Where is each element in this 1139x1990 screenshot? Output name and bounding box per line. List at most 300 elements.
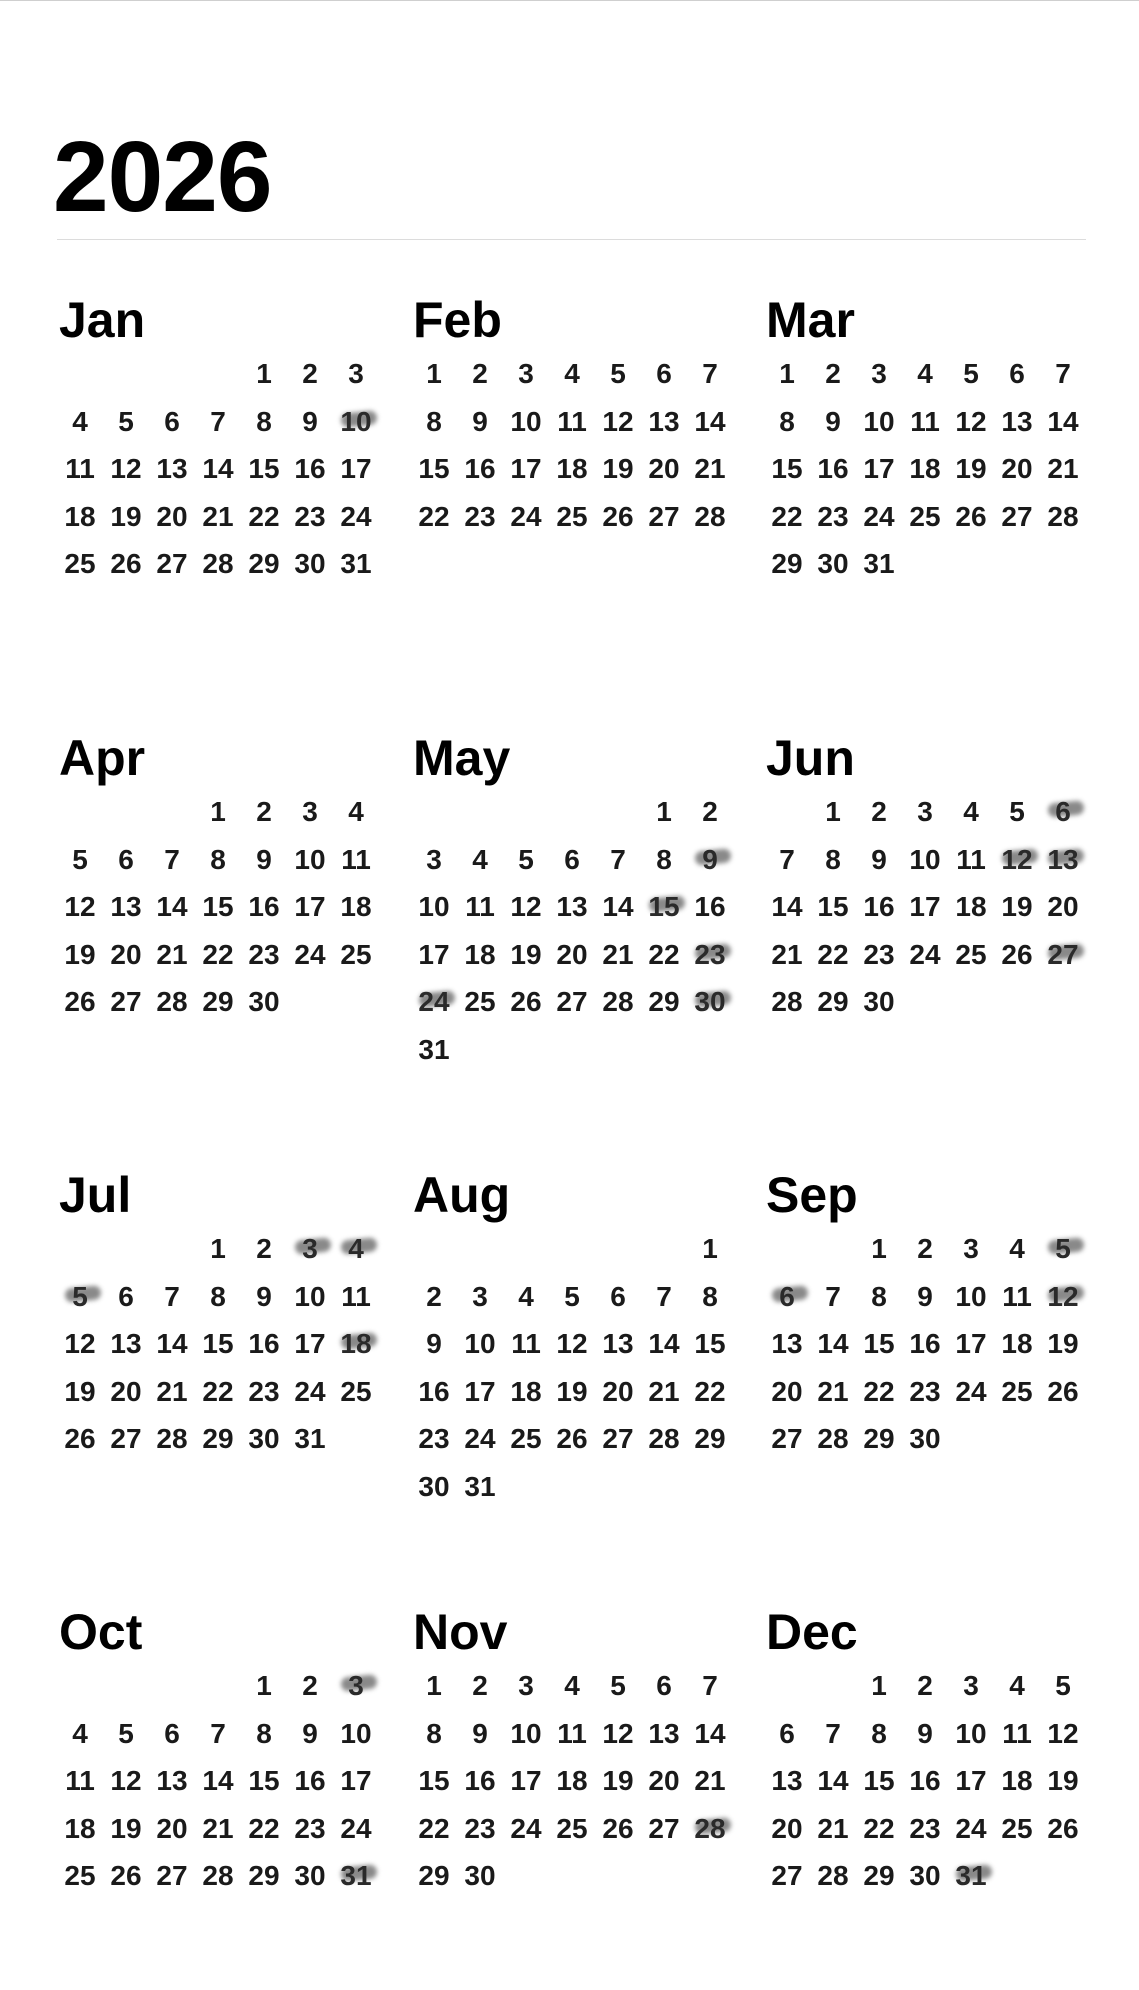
- day-cell[interactable]: [856, 935, 902, 975]
- day-cell[interactable]: [948, 840, 994, 880]
- day-cell[interactable]: [902, 1666, 948, 1706]
- day-cell[interactable]: [994, 1761, 1040, 1801]
- day-cell[interactable]: [57, 544, 103, 584]
- day-cell[interactable]: [902, 1372, 948, 1412]
- day-cell[interactable]: [287, 1809, 333, 1849]
- day-cell[interactable]: [287, 1277, 333, 1317]
- day-cell[interactable]: [856, 1761, 902, 1801]
- day-cell[interactable]: [503, 1714, 549, 1754]
- day-cell[interactable]: [195, 792, 241, 832]
- day-cell[interactable]: [149, 402, 195, 442]
- day-cell[interactable]: [1040, 1324, 1086, 1364]
- day-cell-marked[interactable]: [57, 1277, 103, 1317]
- day-cell[interactable]: [948, 402, 994, 442]
- day-cell[interactable]: [411, 402, 457, 442]
- day-cell[interactable]: [411, 1666, 457, 1706]
- day-cell[interactable]: [333, 792, 379, 832]
- day-cell[interactable]: [902, 449, 948, 489]
- day-cell[interactable]: [241, 935, 287, 975]
- day-cell-marked[interactable]: [1040, 840, 1086, 880]
- day-cell[interactable]: [810, 1714, 856, 1754]
- day-cell[interactable]: [764, 544, 810, 584]
- day-cell[interactable]: [287, 1324, 333, 1364]
- day-cell[interactable]: [149, 544, 195, 584]
- day-cell[interactable]: [457, 1324, 503, 1364]
- day-cell[interactable]: [195, 544, 241, 584]
- day-cell[interactable]: [641, 1372, 687, 1412]
- day-cell[interactable]: [687, 1761, 733, 1801]
- day-cell[interactable]: [149, 1856, 195, 1896]
- day-cell-marked[interactable]: [1040, 935, 1086, 975]
- day-cell[interactable]: [549, 1277, 595, 1317]
- day-cell[interactable]: [411, 1419, 457, 1459]
- day-cell[interactable]: [856, 1856, 902, 1896]
- day-cell[interactable]: [503, 935, 549, 975]
- day-cell[interactable]: [333, 840, 379, 880]
- day-cell[interactable]: [595, 1324, 641, 1364]
- day-cell[interactable]: [503, 402, 549, 442]
- day-cell[interactable]: [149, 887, 195, 927]
- day-cell[interactable]: [948, 1229, 994, 1269]
- day-cell[interactable]: [103, 1419, 149, 1459]
- day-cell[interactable]: [149, 935, 195, 975]
- day-cell[interactable]: [902, 1856, 948, 1896]
- day-cell[interactable]: [902, 497, 948, 537]
- day-cell[interactable]: [856, 1809, 902, 1849]
- day-cell[interactable]: [641, 840, 687, 880]
- day-cell[interactable]: [948, 1714, 994, 1754]
- day-cell[interactable]: [641, 935, 687, 975]
- day-cell[interactable]: [687, 1229, 733, 1269]
- day-cell[interactable]: [333, 1277, 379, 1317]
- day-cell[interactable]: [994, 402, 1040, 442]
- day-cell-marked[interactable]: [333, 1666, 379, 1706]
- day-cell[interactable]: [994, 449, 1040, 489]
- day-cell[interactable]: [195, 887, 241, 927]
- day-cell[interactable]: [856, 1666, 902, 1706]
- day-cell[interactable]: [457, 982, 503, 1022]
- day-cell[interactable]: [948, 887, 994, 927]
- day-cell[interactable]: [457, 354, 503, 394]
- day-cell[interactable]: [948, 354, 994, 394]
- day-cell[interactable]: [287, 1856, 333, 1896]
- day-cell[interactable]: [856, 402, 902, 442]
- day-cell[interactable]: [687, 887, 733, 927]
- day-cell[interactable]: [241, 1229, 287, 1269]
- day-cell[interactable]: [287, 1761, 333, 1801]
- day-cell[interactable]: [595, 1761, 641, 1801]
- day-cell[interactable]: [103, 1856, 149, 1896]
- day-cell[interactable]: [641, 1761, 687, 1801]
- day-cell[interactable]: [948, 1809, 994, 1849]
- day-cell[interactable]: [549, 497, 595, 537]
- day-cell[interactable]: [641, 792, 687, 832]
- day-cell[interactable]: [411, 449, 457, 489]
- day-cell[interactable]: [595, 935, 641, 975]
- day-cell-marked[interactable]: [687, 935, 733, 975]
- day-cell[interactable]: [549, 1666, 595, 1706]
- day-cell[interactable]: [549, 1372, 595, 1412]
- day-cell[interactable]: [641, 1809, 687, 1849]
- day-cell[interactable]: [411, 840, 457, 880]
- day-cell[interactable]: [287, 792, 333, 832]
- day-cell-marked[interactable]: [687, 982, 733, 1022]
- day-cell[interactable]: [57, 887, 103, 927]
- day-cell[interactable]: [948, 497, 994, 537]
- day-cell[interactable]: [149, 1419, 195, 1459]
- day-cell[interactable]: [411, 1324, 457, 1364]
- day-cell[interactable]: [503, 1277, 549, 1317]
- day-cell[interactable]: [287, 1372, 333, 1412]
- day-cell[interactable]: [902, 1714, 948, 1754]
- day-cell-marked[interactable]: [411, 982, 457, 1022]
- day-cell[interactable]: [287, 935, 333, 975]
- day-cell[interactable]: [411, 497, 457, 537]
- day-cell[interactable]: [503, 1324, 549, 1364]
- day-cell[interactable]: [411, 1277, 457, 1317]
- day-cell[interactable]: [764, 1372, 810, 1412]
- day-cell[interactable]: [241, 1666, 287, 1706]
- day-cell[interactable]: [457, 497, 503, 537]
- day-cell[interactable]: [195, 982, 241, 1022]
- day-cell[interactable]: [549, 354, 595, 394]
- day-cell[interactable]: [241, 1372, 287, 1412]
- day-cell[interactable]: [57, 497, 103, 537]
- day-cell[interactable]: [687, 1324, 733, 1364]
- day-cell[interactable]: [948, 449, 994, 489]
- day-cell-marked[interactable]: [948, 1856, 994, 1896]
- day-cell[interactable]: [948, 1761, 994, 1801]
- day-cell[interactable]: [687, 449, 733, 489]
- day-cell-marked[interactable]: [687, 1809, 733, 1849]
- day-cell[interactable]: [287, 1419, 333, 1459]
- day-cell[interactable]: [57, 982, 103, 1022]
- day-cell[interactable]: [287, 544, 333, 584]
- day-cell[interactable]: [764, 354, 810, 394]
- day-cell[interactable]: [687, 1714, 733, 1754]
- day-cell[interactable]: [764, 1419, 810, 1459]
- day-cell[interactable]: [411, 1467, 457, 1507]
- day-cell[interactable]: [333, 1761, 379, 1801]
- day-cell[interactable]: [103, 1324, 149, 1364]
- day-cell[interactable]: [687, 1419, 733, 1459]
- day-cell[interactable]: [764, 1714, 810, 1754]
- day-cell[interactable]: [241, 1419, 287, 1459]
- day-cell[interactable]: [241, 354, 287, 394]
- day-cell[interactable]: [641, 1714, 687, 1754]
- day-cell[interactable]: [948, 935, 994, 975]
- day-cell[interactable]: [241, 840, 287, 880]
- day-cell[interactable]: [57, 840, 103, 880]
- day-cell[interactable]: [641, 497, 687, 537]
- day-cell[interactable]: [57, 935, 103, 975]
- day-cell[interactable]: [195, 935, 241, 975]
- day-cell[interactable]: [764, 840, 810, 880]
- day-cell[interactable]: [687, 1372, 733, 1412]
- day-cell[interactable]: [856, 1229, 902, 1269]
- day-cell[interactable]: [687, 354, 733, 394]
- day-cell[interactable]: [810, 887, 856, 927]
- day-cell[interactable]: [333, 935, 379, 975]
- day-cell[interactable]: [595, 1666, 641, 1706]
- day-cell[interactable]: [641, 1419, 687, 1459]
- day-cell[interactable]: [503, 1666, 549, 1706]
- day-cell[interactable]: [994, 792, 1040, 832]
- day-cell[interactable]: [503, 1419, 549, 1459]
- day-cell-marked[interactable]: [1040, 1277, 1086, 1317]
- day-cell[interactable]: [333, 497, 379, 537]
- day-cell[interactable]: [641, 402, 687, 442]
- day-cell[interactable]: [103, 544, 149, 584]
- day-cell[interactable]: [687, 792, 733, 832]
- day-cell-marked[interactable]: [333, 402, 379, 442]
- day-cell[interactable]: [103, 982, 149, 1022]
- day-cell[interactable]: [457, 1467, 503, 1507]
- day-cell[interactable]: [149, 840, 195, 880]
- day-cell[interactable]: [195, 1714, 241, 1754]
- day-cell[interactable]: [287, 1714, 333, 1754]
- day-cell[interactable]: [902, 935, 948, 975]
- day-cell[interactable]: [103, 1372, 149, 1412]
- day-cell[interactable]: [287, 497, 333, 537]
- day-cell[interactable]: [195, 1761, 241, 1801]
- day-cell[interactable]: [411, 1809, 457, 1849]
- day-cell[interactable]: [595, 402, 641, 442]
- day-cell[interactable]: [810, 1856, 856, 1896]
- day-cell[interactable]: [457, 1856, 503, 1896]
- day-cell[interactable]: [994, 887, 1040, 927]
- day-cell[interactable]: [241, 449, 287, 489]
- day-cell[interactable]: [287, 1666, 333, 1706]
- day-cell[interactable]: [503, 1372, 549, 1412]
- day-cell[interactable]: [333, 887, 379, 927]
- day-cell[interactable]: [457, 1277, 503, 1317]
- day-cell[interactable]: [287, 887, 333, 927]
- day-cell[interactable]: [810, 1277, 856, 1317]
- day-cell[interactable]: [333, 354, 379, 394]
- day-cell[interactable]: [902, 354, 948, 394]
- day-cell[interactable]: [411, 1856, 457, 1896]
- day-cell[interactable]: [810, 1372, 856, 1412]
- day-cell[interactable]: [149, 1324, 195, 1364]
- day-cell[interactable]: [57, 1372, 103, 1412]
- day-cell[interactable]: [641, 449, 687, 489]
- day-cell[interactable]: [549, 840, 595, 880]
- day-cell[interactable]: [902, 1277, 948, 1317]
- day-cell[interactable]: [457, 1714, 503, 1754]
- day-cell[interactable]: [595, 982, 641, 1022]
- day-cell[interactable]: [411, 1030, 457, 1070]
- day-cell-marked[interactable]: [333, 1229, 379, 1269]
- day-cell[interactable]: [810, 1761, 856, 1801]
- day-cell[interactable]: [241, 1809, 287, 1849]
- day-cell[interactable]: [103, 1714, 149, 1754]
- day-cell[interactable]: [149, 497, 195, 537]
- day-cell[interactable]: [810, 544, 856, 584]
- day-cell[interactable]: [549, 982, 595, 1022]
- day-cell[interactable]: [195, 1324, 241, 1364]
- day-cell[interactable]: [948, 1372, 994, 1412]
- day-cell[interactable]: [57, 1714, 103, 1754]
- day-cell[interactable]: [902, 840, 948, 880]
- day-cell[interactable]: [902, 402, 948, 442]
- day-cell[interactable]: [411, 1714, 457, 1754]
- day-cell[interactable]: [503, 1761, 549, 1801]
- day-cell-marked[interactable]: [1040, 1229, 1086, 1269]
- day-cell[interactable]: [503, 982, 549, 1022]
- day-cell[interactable]: [810, 1324, 856, 1364]
- day-cell[interactable]: [994, 1324, 1040, 1364]
- day-cell[interactable]: [57, 1809, 103, 1849]
- day-cell[interactable]: [810, 354, 856, 394]
- day-cell[interactable]: [149, 1714, 195, 1754]
- day-cell[interactable]: [994, 497, 1040, 537]
- day-cell[interactable]: [810, 792, 856, 832]
- day-cell[interactable]: [411, 1761, 457, 1801]
- day-cell[interactable]: [595, 354, 641, 394]
- day-cell[interactable]: [195, 1856, 241, 1896]
- day-cell[interactable]: [595, 1714, 641, 1754]
- day-cell[interactable]: [241, 1714, 287, 1754]
- day-cell[interactable]: [287, 449, 333, 489]
- day-cell[interactable]: [457, 1761, 503, 1801]
- day-cell[interactable]: [195, 1229, 241, 1269]
- day-cell[interactable]: [195, 840, 241, 880]
- day-cell[interactable]: [241, 1324, 287, 1364]
- day-cell[interactable]: [595, 840, 641, 880]
- day-cell-marked[interactable]: [333, 1856, 379, 1896]
- day-cell[interactable]: [1040, 1761, 1086, 1801]
- day-cell[interactable]: [457, 1419, 503, 1459]
- day-cell[interactable]: [195, 1372, 241, 1412]
- day-cell[interactable]: [333, 544, 379, 584]
- day-cell[interactable]: [103, 887, 149, 927]
- day-cell[interactable]: [333, 1809, 379, 1849]
- day-cell[interactable]: [503, 1809, 549, 1849]
- day-cell[interactable]: [902, 1324, 948, 1364]
- day-cell[interactable]: [902, 1419, 948, 1459]
- day-cell[interactable]: [595, 1419, 641, 1459]
- day-cell[interactable]: [549, 935, 595, 975]
- day-cell[interactable]: [103, 1761, 149, 1801]
- day-cell[interactable]: [810, 935, 856, 975]
- day-cell[interactable]: [764, 1856, 810, 1896]
- day-cell[interactable]: [549, 1761, 595, 1801]
- day-cell[interactable]: [149, 1761, 195, 1801]
- day-cell[interactable]: [195, 1809, 241, 1849]
- day-cell[interactable]: [503, 840, 549, 880]
- day-cell[interactable]: [810, 1419, 856, 1459]
- day-cell[interactable]: [503, 497, 549, 537]
- day-cell[interactable]: [457, 449, 503, 489]
- day-cell[interactable]: [595, 497, 641, 537]
- day-cell[interactable]: [241, 1761, 287, 1801]
- day-cell[interactable]: [1040, 449, 1086, 489]
- day-cell[interactable]: [595, 887, 641, 927]
- day-cell[interactable]: [902, 887, 948, 927]
- day-cell[interactable]: [149, 1372, 195, 1412]
- day-cell[interactable]: [57, 1324, 103, 1364]
- day-cell[interactable]: [549, 1809, 595, 1849]
- day-cell[interactable]: [103, 402, 149, 442]
- day-cell[interactable]: [994, 1666, 1040, 1706]
- day-cell[interactable]: [149, 982, 195, 1022]
- day-cell[interactable]: [856, 497, 902, 537]
- day-cell[interactable]: [549, 1419, 595, 1459]
- day-cell[interactable]: [103, 1277, 149, 1317]
- day-cell[interactable]: [57, 449, 103, 489]
- day-cell[interactable]: [503, 449, 549, 489]
- day-cell[interactable]: [57, 1761, 103, 1801]
- day-cell-marked[interactable]: [764, 1277, 810, 1317]
- day-cell[interactable]: [549, 1324, 595, 1364]
- day-cell-marked[interactable]: [994, 840, 1040, 880]
- day-cell[interactable]: [902, 1809, 948, 1849]
- day-cell[interactable]: [856, 887, 902, 927]
- day-cell[interactable]: [457, 1809, 503, 1849]
- day-cell[interactable]: [595, 449, 641, 489]
- day-cell[interactable]: [948, 1277, 994, 1317]
- day-cell[interactable]: [333, 449, 379, 489]
- day-cell[interactable]: [687, 1666, 733, 1706]
- day-cell[interactable]: [549, 1714, 595, 1754]
- day-cell[interactable]: [287, 402, 333, 442]
- day-cell[interactable]: [457, 840, 503, 880]
- day-cell[interactable]: [810, 840, 856, 880]
- day-cell[interactable]: [641, 1277, 687, 1317]
- day-cell[interactable]: [764, 887, 810, 927]
- day-cell[interactable]: [1040, 402, 1086, 442]
- day-cell[interactable]: [549, 449, 595, 489]
- day-cell[interactable]: [948, 1324, 994, 1364]
- day-cell[interactable]: [457, 1372, 503, 1412]
- day-cell[interactable]: [103, 497, 149, 537]
- day-cell[interactable]: [195, 402, 241, 442]
- day-cell[interactable]: [1040, 1809, 1086, 1849]
- day-cell[interactable]: [856, 840, 902, 880]
- day-cell[interactable]: [948, 1666, 994, 1706]
- day-cell[interactable]: [103, 935, 149, 975]
- day-cell[interactable]: [856, 449, 902, 489]
- day-cell[interactable]: [810, 1809, 856, 1849]
- day-cell[interactable]: [902, 792, 948, 832]
- day-cell[interactable]: [241, 1277, 287, 1317]
- day-cell[interactable]: [333, 1714, 379, 1754]
- day-cell[interactable]: [103, 1809, 149, 1849]
- day-cell[interactable]: [457, 887, 503, 927]
- day-cell[interactable]: [1040, 1714, 1086, 1754]
- day-cell[interactable]: [1040, 1372, 1086, 1412]
- day-cell[interactable]: [764, 982, 810, 1022]
- day-cell[interactable]: [641, 354, 687, 394]
- day-cell[interactable]: [595, 1277, 641, 1317]
- day-cell[interactable]: [641, 1324, 687, 1364]
- day-cell[interactable]: [195, 1277, 241, 1317]
- day-cell[interactable]: [1040, 1666, 1086, 1706]
- day-cell[interactable]: [687, 402, 733, 442]
- day-cell[interactable]: [287, 840, 333, 880]
- day-cell[interactable]: [333, 1372, 379, 1412]
- day-cell[interactable]: [1040, 354, 1086, 394]
- day-cell[interactable]: [241, 402, 287, 442]
- day-cell[interactable]: [810, 497, 856, 537]
- day-cell[interactable]: [57, 1419, 103, 1459]
- day-cell[interactable]: [764, 1324, 810, 1364]
- day-cell[interactable]: [810, 402, 856, 442]
- day-cell[interactable]: [457, 402, 503, 442]
- day-cell[interactable]: [1040, 497, 1086, 537]
- day-cell[interactable]: [287, 354, 333, 394]
